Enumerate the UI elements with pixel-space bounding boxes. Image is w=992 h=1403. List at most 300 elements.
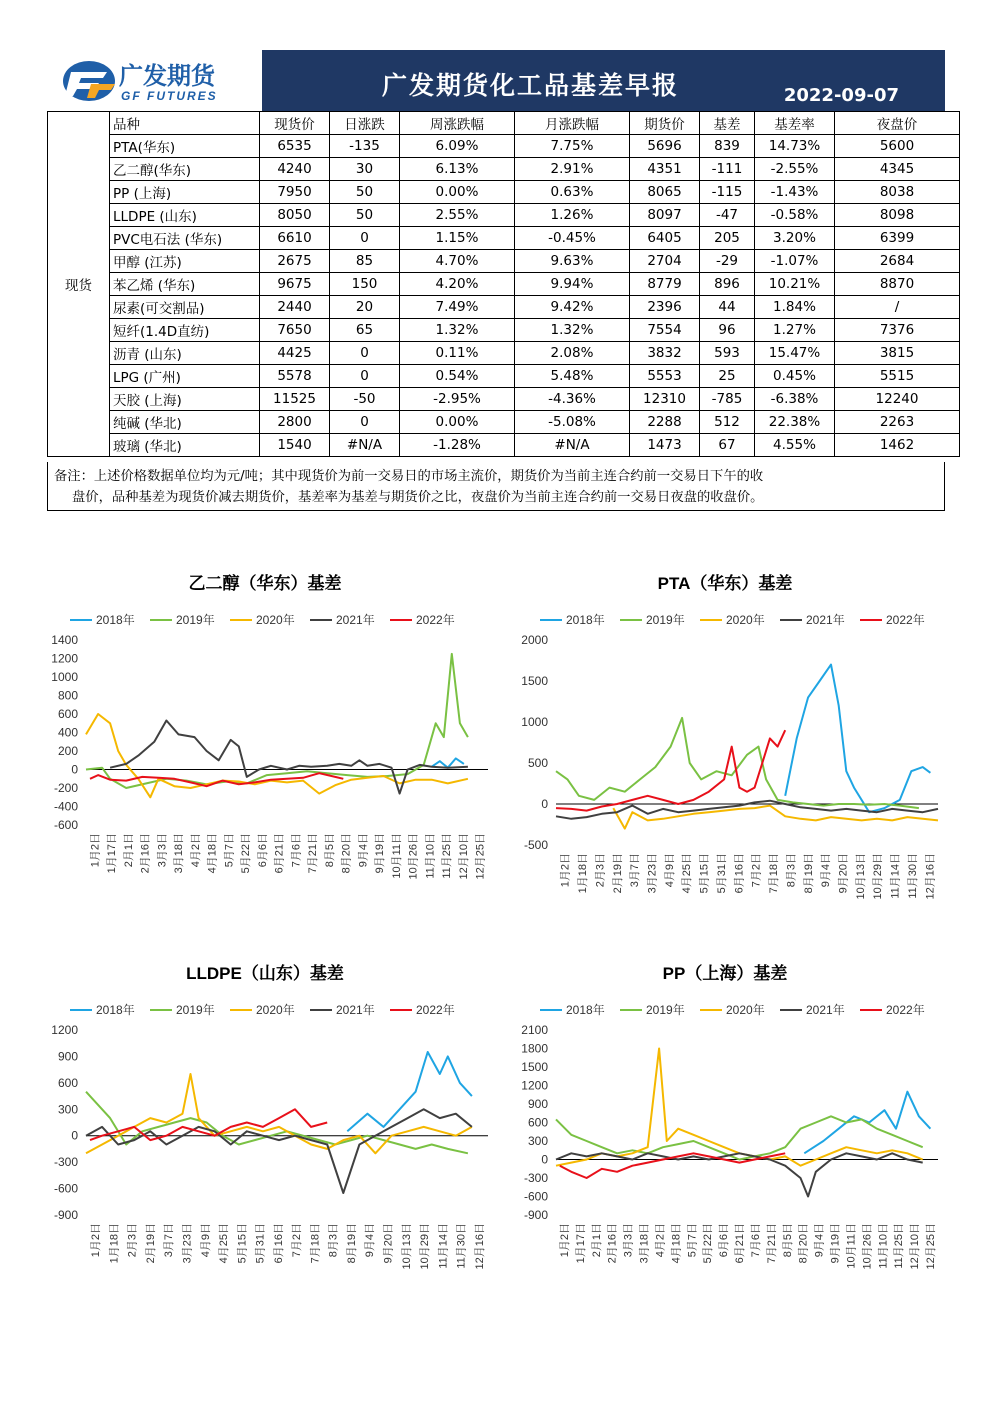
y-tick-label: 400 bbox=[57, 725, 78, 740]
y-tick-label: 900 bbox=[57, 1049, 78, 1064]
product-name-cell: 纯碱 (华北) bbox=[110, 411, 260, 434]
value-cell: 4240 bbox=[260, 158, 330, 181]
value-cell: 2440 bbox=[260, 296, 330, 319]
legend-item bbox=[540, 612, 605, 627]
x-tick-label: 8月19日 bbox=[345, 1223, 358, 1264]
value-cell: 5578 bbox=[260, 365, 330, 388]
value-cell: -115 bbox=[700, 181, 755, 204]
value-cell: 3832 bbox=[630, 342, 700, 365]
value-cell: 5515 bbox=[835, 365, 960, 388]
value-cell: 6535 bbox=[260, 135, 330, 158]
legend-label: 2021年 bbox=[336, 1003, 375, 1017]
x-tick-label: 9月4日 bbox=[820, 853, 833, 888]
x-tick-label: 10月29日 bbox=[419, 1223, 432, 1270]
x-tick-label: 10月26日 bbox=[861, 1223, 874, 1270]
legend-label: 2018年 bbox=[96, 613, 135, 627]
value-cell: 2704 bbox=[630, 250, 700, 273]
y-tick-label: -600 bbox=[53, 1181, 78, 1196]
value-cell: 7650 bbox=[260, 319, 330, 342]
x-tick-label: 3月7日 bbox=[629, 853, 642, 888]
x-tick-label: 12月16日 bbox=[473, 1223, 486, 1270]
value-cell: 4.20% bbox=[400, 273, 515, 296]
x-tick-label: 3月18日 bbox=[638, 1223, 651, 1264]
value-cell: 8038 bbox=[835, 181, 960, 204]
legend-label: 2019年 bbox=[176, 613, 215, 627]
x-tick-label: 4月18日 bbox=[206, 833, 219, 874]
y-tick-label: 1400 bbox=[51, 633, 78, 647]
x-tick-label: 2月19日 bbox=[144, 1223, 157, 1264]
x-tick-label: 5月22日 bbox=[240, 833, 253, 874]
x-tick-label: 4月18日 bbox=[670, 1223, 683, 1264]
x-tick-label: 12月10日 bbox=[457, 833, 470, 880]
value-cell: -2.95% bbox=[400, 388, 515, 411]
table-row bbox=[48, 388, 960, 411]
column-header: 品种 bbox=[110, 112, 260, 135]
value-cell: 839 bbox=[700, 135, 755, 158]
value-cell: 4351 bbox=[630, 158, 700, 181]
chart-svg bbox=[500, 565, 950, 930]
y-tick-label: 600 bbox=[527, 1115, 548, 1130]
x-tick-label: 8月5日 bbox=[781, 1223, 794, 1258]
chart-title: LLDPE（山东）基差 bbox=[186, 964, 344, 983]
legend-item bbox=[150, 612, 215, 627]
value-cell: 7.49% bbox=[400, 296, 515, 319]
x-tick-label: 8月20日 bbox=[797, 1223, 810, 1264]
value-cell: 1.32% bbox=[400, 319, 515, 342]
value-cell: 9.94% bbox=[515, 273, 630, 296]
report-header bbox=[47, 50, 945, 111]
note-line-2: 盘价，品种基差为现货价减去期货价，基差率为基差与期货价之比，夜盘价为当前主连合约前一交易日夜盘的收盘价。 bbox=[72, 490, 764, 505]
value-cell: 1462 bbox=[835, 434, 960, 457]
y-tick-label: 0 bbox=[71, 762, 78, 777]
table-row bbox=[48, 181, 960, 204]
value-cell: 0.54% bbox=[400, 365, 515, 388]
x-tick-label: 11月25日 bbox=[441, 833, 454, 879]
x-tick-label: 4月25日 bbox=[218, 1223, 231, 1264]
value-cell: 0 bbox=[330, 411, 400, 434]
value-cell: 0 bbox=[330, 227, 400, 250]
chart-pta-basis bbox=[500, 565, 950, 930]
value-cell: 67 bbox=[700, 434, 755, 457]
x-tick-label: 11月25日 bbox=[893, 1223, 906, 1269]
value-cell: 50 bbox=[330, 181, 400, 204]
y-tick-label: 2100 bbox=[521, 1023, 548, 1037]
x-tick-label: 1月2日 bbox=[90, 1223, 103, 1258]
product-name-cell: LLDPE (山东) bbox=[110, 204, 260, 227]
x-tick-label: 3月23日 bbox=[181, 1223, 194, 1264]
value-cell: 9.63% bbox=[515, 250, 630, 273]
value-cell: 50 bbox=[330, 204, 400, 227]
value-cell: -4.36% bbox=[515, 388, 630, 411]
column-header: 期货价 bbox=[630, 112, 700, 135]
x-tick-label: 9月20日 bbox=[837, 853, 850, 894]
value-cell: 44 bbox=[700, 296, 755, 319]
x-tick-label: 2月3日 bbox=[594, 853, 607, 888]
chart-pp-basis bbox=[500, 955, 950, 1300]
value-cell: 6399 bbox=[835, 227, 960, 250]
value-cell: 150 bbox=[330, 273, 400, 296]
chart-svg bbox=[30, 955, 500, 1300]
value-cell: -50 bbox=[330, 388, 400, 411]
x-tick-label: 2月19日 bbox=[611, 853, 624, 894]
x-tick-label: 8月5日 bbox=[323, 833, 336, 868]
y-tick-label: 300 bbox=[527, 1134, 548, 1148]
legend-label: 2022年 bbox=[416, 1003, 455, 1017]
y-tick-label: 300 bbox=[57, 1102, 78, 1117]
series-line bbox=[90, 773, 343, 786]
series-line bbox=[785, 665, 930, 813]
table-header-row bbox=[48, 112, 960, 135]
gf-logo-icon bbox=[47, 50, 262, 111]
x-tick-label: 5月22日 bbox=[702, 1223, 715, 1264]
legend-item bbox=[230, 612, 295, 627]
y-tick-label: 0 bbox=[541, 1152, 548, 1167]
legend-label: 2021年 bbox=[806, 613, 845, 627]
value-cell: -135 bbox=[330, 135, 400, 158]
chart-svg bbox=[500, 955, 950, 1300]
x-tick-label: 2月16日 bbox=[139, 833, 152, 874]
value-cell: 1.15% bbox=[400, 227, 515, 250]
legend-item bbox=[620, 1002, 685, 1017]
table-row bbox=[48, 273, 960, 296]
x-tick-label: 1月2日 bbox=[89, 833, 102, 868]
x-tick-label: 4月9日 bbox=[199, 1223, 212, 1258]
value-cell: 30 bbox=[330, 158, 400, 181]
value-cell: 22.38% bbox=[755, 411, 835, 434]
product-name-cell: PTA(华东) bbox=[110, 135, 260, 158]
legend-label: 2021年 bbox=[806, 1003, 845, 1017]
value-cell: 6610 bbox=[260, 227, 330, 250]
table-row bbox=[48, 250, 960, 273]
x-tick-label: 10月13日 bbox=[854, 853, 867, 900]
value-cell: 3815 bbox=[835, 342, 960, 365]
legend-item bbox=[860, 612, 925, 627]
value-cell: 0.00% bbox=[400, 181, 515, 204]
y-tick-label: -500 bbox=[523, 838, 548, 852]
x-tick-label: 10月11日 bbox=[845, 1223, 858, 1269]
value-cell: 96 bbox=[700, 319, 755, 342]
y-tick-label: 1000 bbox=[51, 670, 78, 684]
y-tick-label: 200 bbox=[57, 744, 78, 758]
legend-item bbox=[70, 1002, 135, 1017]
value-cell: -0.58% bbox=[755, 204, 835, 227]
y-tick-label: -600 bbox=[523, 1189, 548, 1204]
report-date: 2022-09-07 bbox=[783, 85, 899, 106]
y-tick-label: 1800 bbox=[521, 1041, 548, 1056]
legend-item bbox=[700, 612, 765, 627]
value-cell: 14.73% bbox=[755, 135, 835, 158]
value-cell: 65 bbox=[330, 319, 400, 342]
x-tick-label: 5月7日 bbox=[223, 833, 236, 868]
x-tick-label: 9月4日 bbox=[813, 1223, 826, 1258]
y-tick-label: 1000 bbox=[521, 715, 548, 729]
value-cell: -785 bbox=[700, 388, 755, 411]
y-tick-label: -900 bbox=[523, 1208, 548, 1222]
value-cell: 7.75% bbox=[515, 135, 630, 158]
legend-label: 2022年 bbox=[416, 613, 455, 627]
x-tick-label: 7月2日 bbox=[750, 853, 763, 888]
value-cell: 4.70% bbox=[400, 250, 515, 273]
x-tick-label: 2月1日 bbox=[590, 1223, 603, 1258]
x-tick-label: 12月25日 bbox=[925, 1223, 938, 1270]
y-tick-label: -300 bbox=[53, 1155, 78, 1170]
x-tick-label: 10月29日 bbox=[872, 853, 885, 900]
x-tick-label: 6月6日 bbox=[718, 1223, 731, 1258]
x-tick-label: 7月2日 bbox=[291, 1223, 304, 1258]
value-cell: 85 bbox=[330, 250, 400, 273]
value-cell: 12240 bbox=[835, 388, 960, 411]
table-row bbox=[48, 135, 960, 158]
column-header: 夜盘价 bbox=[835, 112, 960, 135]
product-name-cell: LPG (广州) bbox=[110, 365, 260, 388]
legend-item bbox=[230, 1002, 295, 1017]
x-tick-label: 9月4日 bbox=[357, 833, 370, 868]
x-tick-label: 4月2日 bbox=[654, 1223, 667, 1258]
x-tick-label: 5月15日 bbox=[236, 1223, 249, 1264]
x-tick-label: 4月25日 bbox=[681, 853, 694, 894]
y-tick-label: 1500 bbox=[521, 1060, 548, 1074]
report-title: 广发期货化工品基差早报 bbox=[382, 71, 680, 100]
value-cell: 2800 bbox=[260, 411, 330, 434]
x-tick-label: 12月10日 bbox=[909, 1223, 922, 1270]
legend-item bbox=[150, 1002, 215, 1017]
product-name-cell: 天胶 (上海) bbox=[110, 388, 260, 411]
x-tick-label: 11月10日 bbox=[424, 833, 437, 879]
x-tick-label: 2月1日 bbox=[122, 833, 135, 868]
table-row bbox=[48, 319, 960, 342]
chart-title: PP（上海）基差 bbox=[662, 964, 788, 983]
chart-lldpe-basis bbox=[30, 955, 500, 1300]
legend-label: 2020年 bbox=[256, 613, 295, 627]
y-tick-label: 900 bbox=[527, 1097, 548, 1111]
x-tick-label: 1月2日 bbox=[559, 853, 572, 888]
x-tick-label: 8月3日 bbox=[785, 853, 798, 888]
column-header: 现货价 bbox=[260, 112, 330, 135]
x-tick-label: 10月11日 bbox=[390, 833, 403, 879]
product-name-cell: PVC电石法 (华东) bbox=[110, 227, 260, 250]
x-tick-label: 1月18日 bbox=[577, 853, 590, 894]
x-tick-label: 1月17日 bbox=[106, 833, 119, 874]
x-tick-label: 6月16日 bbox=[733, 853, 746, 894]
value-cell: 0.45% bbox=[755, 365, 835, 388]
table-row bbox=[48, 204, 960, 227]
value-cell: 4.55% bbox=[755, 434, 835, 457]
column-header: 基差率 bbox=[755, 112, 835, 135]
legend-item bbox=[390, 612, 455, 627]
y-tick-label: 1200 bbox=[51, 651, 78, 666]
value-cell: 8779 bbox=[630, 273, 700, 296]
x-tick-label: 9月4日 bbox=[364, 1223, 377, 1258]
legend-item bbox=[390, 1002, 455, 1017]
x-tick-label: 2月16日 bbox=[606, 1223, 619, 1264]
value-cell: 3.20% bbox=[755, 227, 835, 250]
product-name-cell: 乙二醇(华东) bbox=[110, 158, 260, 181]
y-tick-label: 500 bbox=[527, 756, 548, 770]
table-row bbox=[48, 411, 960, 434]
x-tick-label: 6月21日 bbox=[273, 833, 286, 874]
legend-item bbox=[780, 1002, 845, 1017]
value-cell: 8870 bbox=[835, 273, 960, 296]
chart-title: PTA（华东）基差 bbox=[657, 574, 793, 593]
x-tick-label: 10月26日 bbox=[407, 833, 420, 880]
value-cell: -29 bbox=[700, 250, 755, 273]
legend-label: 2021年 bbox=[336, 613, 375, 627]
value-cell: 0.00% bbox=[400, 411, 515, 434]
value-cell: 5600 bbox=[835, 135, 960, 158]
x-tick-label: 7月18日 bbox=[768, 853, 781, 894]
y-tick-label: 0 bbox=[541, 797, 548, 811]
x-tick-label: 5月15日 bbox=[698, 853, 711, 894]
value-cell: 1.27% bbox=[755, 319, 835, 342]
x-tick-label: 12月16日 bbox=[924, 853, 937, 900]
value-cell: 896 bbox=[700, 273, 755, 296]
table-row bbox=[48, 227, 960, 250]
legend-label: 2022年 bbox=[886, 1003, 925, 1017]
legend-label: 2018年 bbox=[566, 613, 605, 627]
legend-label: 2020年 bbox=[726, 1003, 765, 1017]
value-cell: #N/A bbox=[515, 434, 630, 457]
spot-price-table bbox=[47, 111, 960, 457]
value-cell: 1.84% bbox=[755, 296, 835, 319]
legend-label: 2020年 bbox=[256, 1003, 295, 1017]
legend-item bbox=[860, 1002, 925, 1017]
chart-svg bbox=[30, 565, 500, 910]
value-cell: 2684 bbox=[835, 250, 960, 273]
x-tick-label: 9月20日 bbox=[382, 1223, 395, 1264]
series-line bbox=[347, 1052, 472, 1131]
x-tick-label: 2月3日 bbox=[126, 1223, 139, 1258]
value-cell: / bbox=[835, 296, 960, 319]
column-header: 日涨跌 bbox=[330, 112, 400, 135]
value-cell: 6.13% bbox=[400, 158, 515, 181]
legend-label: 2019年 bbox=[646, 1003, 685, 1017]
value-cell: 11525 bbox=[260, 388, 330, 411]
legend-item bbox=[780, 612, 845, 627]
y-tick-label: 1200 bbox=[521, 1078, 548, 1093]
x-tick-label: 11月10日 bbox=[877, 1223, 890, 1269]
value-cell: 8065 bbox=[630, 181, 700, 204]
legend-label: 2019年 bbox=[646, 613, 685, 627]
value-cell: 7376 bbox=[835, 319, 960, 342]
value-cell: 7950 bbox=[260, 181, 330, 204]
value-cell: 1.26% bbox=[515, 204, 630, 227]
x-tick-label: 1月17日 bbox=[574, 1223, 587, 1264]
x-tick-label: 8月19日 bbox=[802, 853, 815, 894]
y-tick-label: -300 bbox=[523, 1171, 548, 1185]
x-tick-label: 7月6日 bbox=[290, 833, 303, 868]
value-cell: #N/A bbox=[330, 434, 400, 457]
legend-item bbox=[540, 1002, 605, 1017]
x-tick-label: 6月16日 bbox=[272, 1223, 285, 1264]
product-name-cell: 短纤(1.4D直纺) bbox=[110, 319, 260, 342]
value-cell: 5696 bbox=[630, 135, 700, 158]
x-tick-label: 9月19日 bbox=[829, 1223, 842, 1264]
category-cell: 现货 bbox=[48, 112, 110, 457]
x-tick-label: 6月6日 bbox=[256, 833, 269, 868]
y-tick-label: -900 bbox=[53, 1208, 78, 1222]
y-tick-label: 2000 bbox=[521, 633, 548, 647]
y-tick-label: -600 bbox=[53, 818, 78, 832]
value-cell: -1.28% bbox=[400, 434, 515, 457]
x-tick-label: 6月21日 bbox=[734, 1223, 747, 1264]
legend-label: 2018年 bbox=[96, 1003, 135, 1017]
y-tick-label: -400 bbox=[53, 799, 78, 814]
title-bar bbox=[262, 50, 945, 111]
x-tick-label: 3月3日 bbox=[156, 833, 169, 868]
value-cell: 6405 bbox=[630, 227, 700, 250]
value-cell: -1.07% bbox=[755, 250, 835, 273]
x-tick-label: 4月2日 bbox=[189, 833, 202, 868]
x-tick-label: 5月31日 bbox=[254, 1223, 267, 1264]
x-tick-label: 3月23日 bbox=[646, 853, 659, 894]
value-cell: 25 bbox=[700, 365, 755, 388]
x-tick-label: 8月20日 bbox=[340, 833, 353, 874]
value-cell: 4345 bbox=[835, 158, 960, 181]
value-cell: 20 bbox=[330, 296, 400, 319]
value-cell: 2.55% bbox=[400, 204, 515, 227]
x-tick-label: 9月19日 bbox=[374, 833, 387, 874]
value-cell: 0.11% bbox=[400, 342, 515, 365]
x-tick-label: 3月7日 bbox=[163, 1223, 176, 1258]
x-tick-label: 5月7日 bbox=[686, 1223, 699, 1258]
legend-item bbox=[620, 612, 685, 627]
value-cell: -47 bbox=[700, 204, 755, 227]
y-tick-label: 1500 bbox=[521, 674, 548, 688]
y-tick-label: 600 bbox=[57, 707, 78, 721]
note-line-1: 备注：上述价格数据单位均为元/吨；其中现货价为前一交易日的市场主流价，期货价为当前主连合约前一交易日下午的收 bbox=[54, 469, 764, 484]
logo-cn-text: 广发期货 bbox=[119, 62, 215, 90]
value-cell: 8097 bbox=[630, 204, 700, 227]
value-cell: -111 bbox=[700, 158, 755, 181]
column-header: 月涨跌幅 bbox=[515, 112, 630, 135]
chart-title: 乙二醇（华东）基差 bbox=[188, 574, 342, 593]
x-tick-label: 8月3日 bbox=[327, 1223, 340, 1258]
value-cell: 4425 bbox=[260, 342, 330, 365]
product-name-cell: 沥青 (山东) bbox=[110, 342, 260, 365]
value-cell: 512 bbox=[700, 411, 755, 434]
value-cell: -5.08% bbox=[515, 411, 630, 434]
value-cell: 5553 bbox=[630, 365, 700, 388]
series-line bbox=[556, 1049, 923, 1166]
value-cell: 8050 bbox=[260, 204, 330, 227]
table-note bbox=[47, 462, 945, 511]
x-tick-label: 12月25日 bbox=[474, 833, 487, 880]
value-cell: -0.45% bbox=[515, 227, 630, 250]
legend-item bbox=[70, 612, 135, 627]
value-cell: 15.47% bbox=[755, 342, 835, 365]
x-tick-label: 10月13日 bbox=[400, 1223, 413, 1270]
table-row bbox=[48, 434, 960, 457]
value-cell: -1.43% bbox=[755, 181, 835, 204]
value-cell: 2288 bbox=[630, 411, 700, 434]
table-row bbox=[48, 342, 960, 365]
x-tick-label: 11月14日 bbox=[437, 1223, 450, 1269]
x-tick-label: 1月2日 bbox=[558, 1223, 571, 1258]
product-name-cell: 尿素(可交割品) bbox=[110, 296, 260, 319]
logo-en-text: GF FUTURES bbox=[121, 89, 218, 103]
y-tick-label: 0 bbox=[71, 1128, 78, 1143]
x-tick-label: 7月21日 bbox=[307, 833, 320, 874]
value-cell: 593 bbox=[700, 342, 755, 365]
product-name-cell: 甲醇 (江苏) bbox=[110, 250, 260, 273]
value-cell: 0.63% bbox=[515, 181, 630, 204]
value-cell: 0 bbox=[330, 365, 400, 388]
value-cell: 9.42% bbox=[515, 296, 630, 319]
x-tick-label: 11月30日 bbox=[455, 1223, 468, 1269]
value-cell: 2396 bbox=[630, 296, 700, 319]
value-cell: 5.48% bbox=[515, 365, 630, 388]
table-row bbox=[48, 365, 960, 388]
